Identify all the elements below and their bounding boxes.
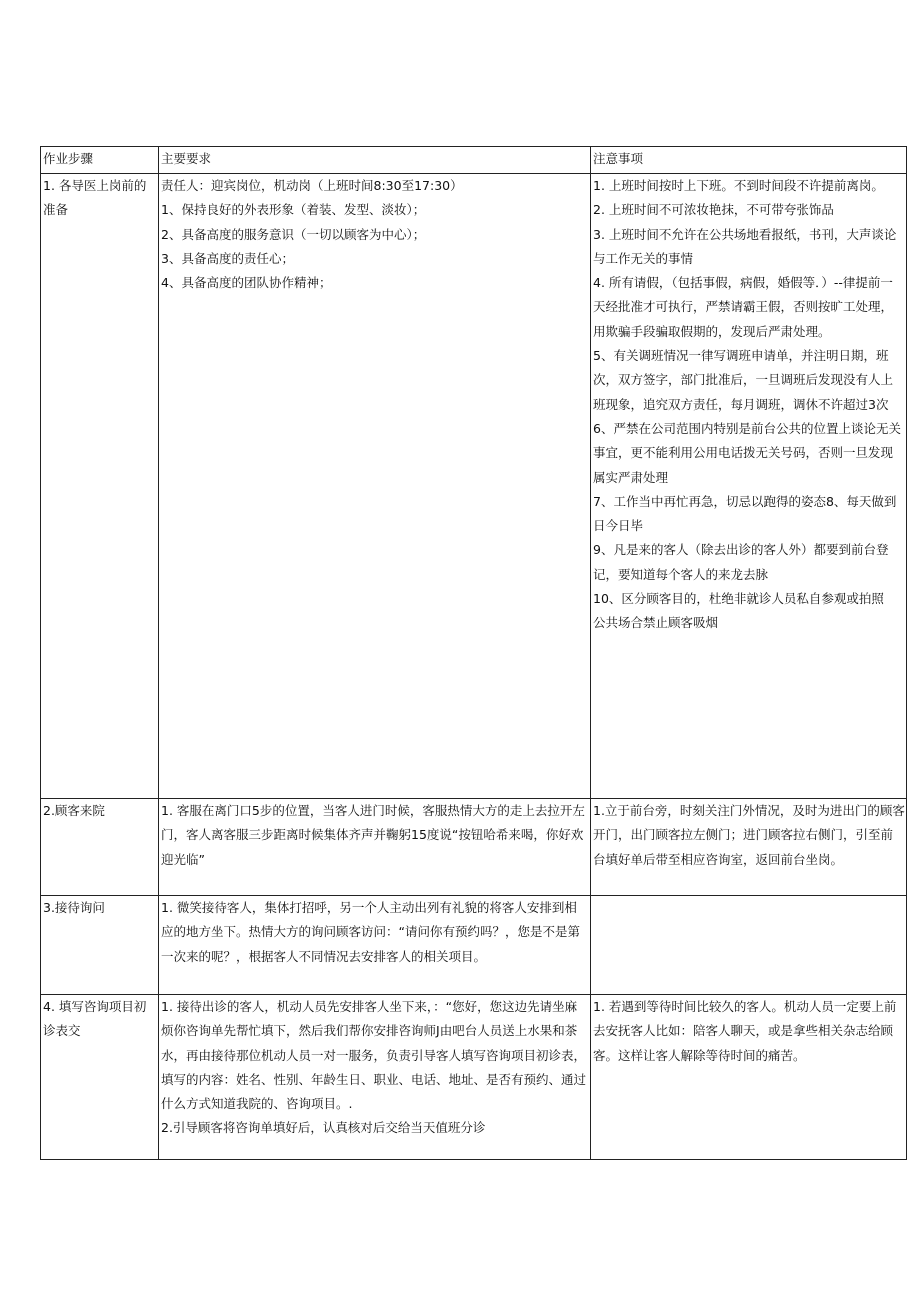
requirements-cell <box>159 896 591 995</box>
notes-cell <box>591 896 907 995</box>
table-row <box>41 174 907 799</box>
step-cell: 4. 填写咨询项目初诊表交 <box>41 995 159 1160</box>
notes-cell <box>591 799 907 896</box>
requirements-cell <box>159 799 591 896</box>
table-row <box>41 995 907 1160</box>
header-requirements: 主要要求 <box>159 147 591 174</box>
note-line: 2. 上班时间不可浓妆艳抹，不可带夸张饰品 <box>593 202 834 218</box>
requirement-line: 2、具备高度的服务意识（一切以顾客为中心）； <box>161 226 426 242</box>
requirement-line: 1、保持良好的外表形象（着装、发型、淡妆）； <box>161 202 426 218</box>
step-cell: 1. 各导医上岗前的准备 <box>41 174 159 799</box>
step-cell: 3.接待询问 <box>41 896 159 995</box>
requirement-line: 1. 微笑接待客人，集体打招呼，另一个人主动出列有礼貌的将客人安排到相应的地方坐下。热情大方的询问顾客访问：“请问你有预约吗？，您是不是第一次来的呢？，根据客人不同情况去安排客人的相关项目。 <box>161 900 580 964</box>
table-row <box>41 799 907 896</box>
note-line: 公共场合禁止顾客吸烟 <box>593 615 719 631</box>
note-line: 1. 若遇到等待时间比较久的客人。机动人员一定要上前去安抚客人比如：陪客人聊天，或是拿些相关杂志给顾客。这样让客人解除等待时间的痛苦。 <box>593 999 897 1063</box>
requirements-cell <box>159 995 591 1160</box>
requirement-line: 4、具备高度的团队协作精神； <box>161 275 332 291</box>
requirement-line: 责任人：迎宾岗位，机动岗（上班时间8:30至17:30） <box>161 178 463 193</box>
step-cell: 2.顾客来院 <box>41 799 159 896</box>
notes-cell <box>591 174 907 799</box>
note-line: 5、有关调班情况一律写调班申请单，并注明日期，班次，双方签字，部门批准后，一旦调班后发现没有人上班现象，追究双方责任，每月调班，调休不许超过3次6、严禁在公司范围内特别是前台公共的位置上谈论无关事宜，更不能利用公用电话拨无关号码，否则一旦发现属实严肃处理 <box>593 348 901 485</box>
note-line: 9、凡是来的客人（除去出诊的客人外）都要到前台登记，要知道每个客人的来龙去脉 <box>593 542 889 582</box>
note-line: 1.立于前台旁，时刻关注门外情况，及时为进出门的顾客开门，出门顾客拉左侧门；进门顾客拉右侧门，引至前台填好单后带至相应咨询室，返回前台坐岗。 <box>593 803 905 867</box>
note-line: 4. 所有请假，（包括事假，病假，婚假等．）--律提前一天经批准才可执行，严禁请霸王假，否则按旷工处理，用欺骗手段骗取假期的，发现后严肃处理。 <box>593 275 894 339</box>
table-header-row <box>41 147 907 174</box>
notes-cell <box>591 995 907 1160</box>
note-line: 3. 上班时间不允许在公共场地看报纸，书刊，大声谈论与工作无关的事情 <box>593 226 897 266</box>
requirement-line: 2.引导顾客将咨询单填好后，认真核对后交给当天值班分诊 <box>161 1120 486 1136</box>
requirement-line: 3、具备高度的责任心； <box>161 250 294 266</box>
procedure-table <box>40 146 907 1160</box>
header-step: 作业步骤 <box>41 147 159 174</box>
requirement-line: 1. 客服在离门口5步的位置，当客人进门时候，客服热情大方的走上去拉开左门，客人离客服三步距离时候集体齐声并鞠躬15度说“按钮哈希来喝，你好欢迎光临” <box>161 803 585 867</box>
note-line: 1. 上班时间按时上下班。不到时间段不许提前离岗。 <box>593 178 884 193</box>
requirements-cell <box>159 174 591 799</box>
table-row <box>41 896 907 995</box>
note-line: 7、工作当中再忙再急，切忌以跑得的姿态8、每天做到日今日毕 <box>593 493 897 534</box>
header-notes: 注意事项 <box>591 147 907 174</box>
note-line: 10、区分顾客目的，杜绝非就诊人员私自参观或拍照 <box>593 591 884 607</box>
requirement-line: 1. 接待出诊的客人，机动人员先安排客人坐下来，：“您好，您这边先请坐麻烦你咨询单先帮忙填下，然后我们帮你安排咨询师J由吧台人员送上水果和茶水，再由接待那位机动人员一对一服务，负责引导客人填写咨询项目初诊表，填写的内容：姓名、性别、年龄生日、职业、电话、地址、是否有预约、通过什么方式知道我院的、咨询项目。. <box>161 999 587 1112</box>
